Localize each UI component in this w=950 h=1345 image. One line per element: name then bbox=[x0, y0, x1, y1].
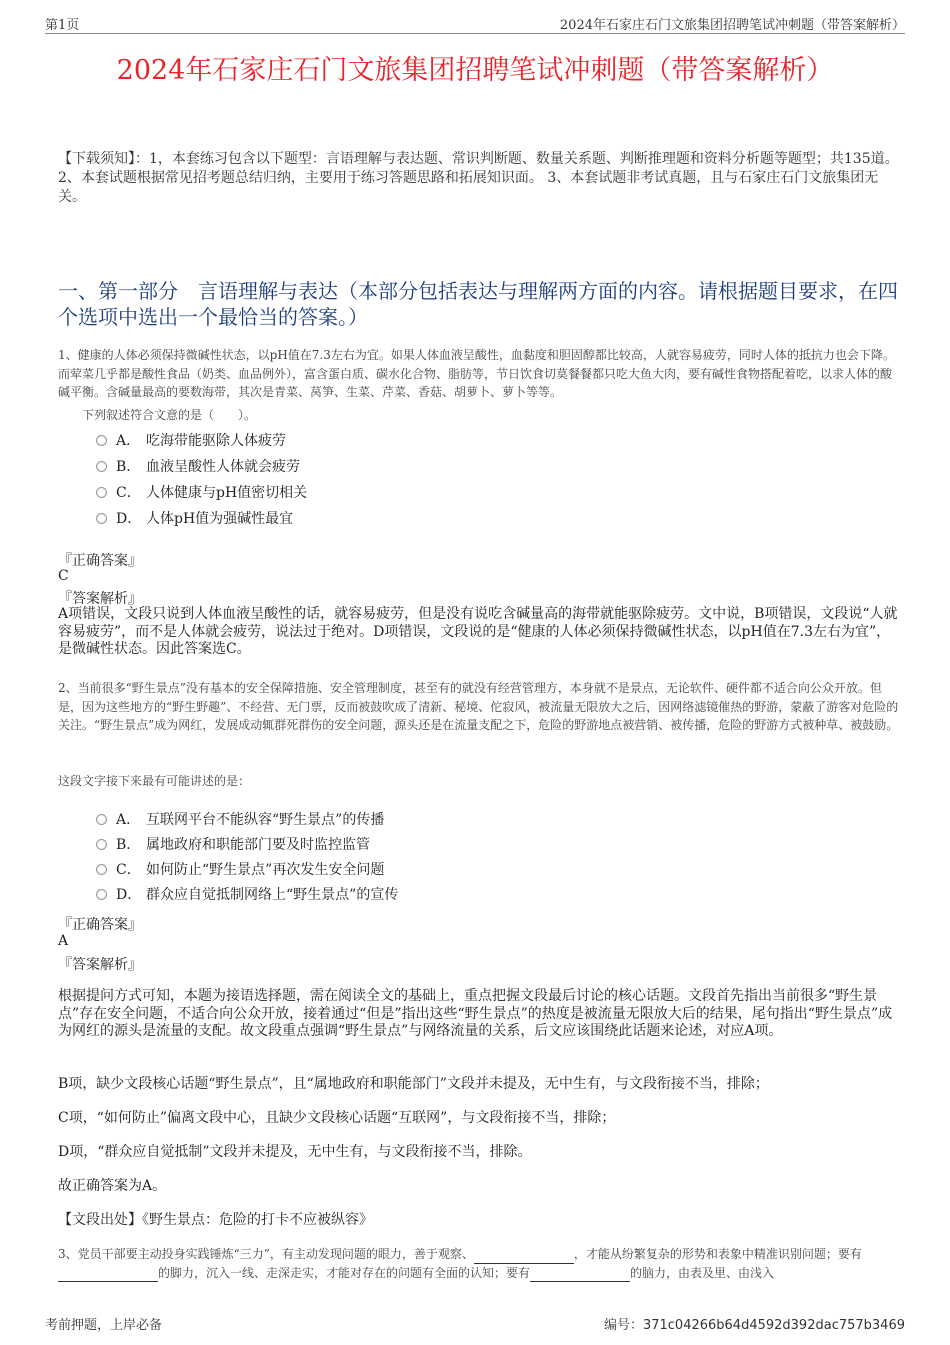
q2-analysis-main: 根据提问方式可知，本题为接语选择题，需在阅读全文的基础上，重点把握文段最后讨论的核心话题。文段首先指出当前很多“野生景点”存在安全问题，不适合向公众开放，接着通过“但是”指出这些“野生景点”的热度是被流量无限放大后的结果，尾句指出“野生景点”成为网红的源头是流量的支配。故文段重点强调“野生景点”与网络流量的关系，后文应该围绕此话题来论述，对应A项。 bbox=[58, 988, 893, 1039]
q3-text-1: 3、党员干部要主动投身实践锤炼“三力”，有主动发现问题的眼力，善于观察、 bbox=[58, 1247, 474, 1261]
q2-option-b[interactable] bbox=[96, 834, 370, 854]
q1-option-d[interactable] bbox=[96, 508, 293, 528]
option-letter: D． bbox=[116, 511, 142, 527]
option-letter: B． bbox=[116, 837, 141, 853]
option-text: 群众应自觉抵制网络上“野生景点”的宣传 bbox=[146, 887, 399, 903]
radio-icon[interactable] bbox=[96, 513, 107, 524]
radio-icon[interactable] bbox=[96, 814, 107, 825]
page-title: 2024年石家庄石门文旅集团招聘笔试冲刺题（带答案解析） bbox=[116, 55, 834, 86]
option-text: 吃海带能驱除人体疲劳 bbox=[146, 433, 286, 449]
download-notice: 【下载须知】：1，本套练习包含以下题型：言语理解与表达题、常识判断题、数量关系题、判断推理题和资料分析题等题型；共135道。 2、本套试题根据常见招考题总结归纳，主要用于练习答题思路和拓展知识面。 3、本套试题非考试真题，且与石家庄石门文旅集团无关。 bbox=[58, 151, 899, 205]
radio-icon[interactable] bbox=[96, 839, 107, 850]
option-letter: C． bbox=[116, 862, 141, 878]
q2-analysis-d: D项，“群众应自觉抵制”文段并未提及，无中生有，与文段衔接不当，排除。 bbox=[58, 1144, 532, 1160]
radio-icon[interactable] bbox=[96, 487, 107, 498]
q2-answer-label: 『正确答案』 bbox=[58, 917, 142, 933]
q1-option-b[interactable] bbox=[96, 456, 300, 476]
option-letter: C． bbox=[116, 485, 141, 501]
question-2-stem: 2、当前很多“野生景点”没有基本的安全保障措施、安全管理制度，甚至有的就没有经营管理方，本身就不是景点，无论软件、硬件都不适合向公众开放。但是，因为这些地方的“野生野趣”、不经营、无门票，反而被鼓吹成了清新、秘境、佗寂风，被流量无限放大之后，因网络滤镜催热的野游，蒙蔽了游客对危险的关注。“野生景点”成为网红，发展成动辄群死群伤的安全问题，源头还是在流量支配之下，危险的野游地点被营销、被传播，危险的野游方式被种草、被鼓励。 bbox=[58, 681, 899, 732]
option-text: 人体pH值为强碱性最宜 bbox=[146, 511, 294, 527]
option-letter: D． bbox=[116, 887, 142, 903]
q3-blank-2 bbox=[58, 1269, 158, 1282]
q3-text-4: 的脑力，由表及里、由浅入 bbox=[630, 1265, 775, 1280]
q2-analysis-c: C项，“如何防止”偏离文段中心，且缺少文段核心话题“互联网”，与文段衔接不当，排除； bbox=[58, 1110, 616, 1126]
q1-option-c[interactable] bbox=[96, 482, 307, 502]
q1-analysis: A项错误，文段只说到人体血液呈酸性的话，就容易疲劳，但是没有说吃含碱量高的海带就能驱除疲劳。文中说，B项错误，文段说“人就容易疲劳”，而不是人体就会疲劳，说法过于绝对。D项错误，文段说的是“健康的人体必须保持微碱性状态，以pH值在7.3左右为宜”，是微碱性状态。因此答案选C。 bbox=[58, 606, 898, 657]
q2-option-a[interactable] bbox=[96, 809, 384, 829]
q2-analysis-b: B项，缺少文段核心话题“野生景点”，且“属地政府和职能部门”文段并未提及，无中生有，与文段衔接不当，排除； bbox=[58, 1076, 769, 1092]
q1-answer: C bbox=[58, 568, 69, 584]
footer-slogan: 考前押题，上岸必备 bbox=[45, 1318, 163, 1333]
header-divider bbox=[45, 33, 905, 34]
q1-option-a[interactable] bbox=[96, 430, 286, 450]
option-text: 如何防止“野生景点”再次发生安全问题 bbox=[146, 862, 385, 878]
q2-conclusion: 故正确答案为A。 bbox=[58, 1178, 167, 1194]
radio-icon[interactable] bbox=[96, 864, 107, 875]
q1-analysis-label: 『答案解析』 bbox=[58, 591, 142, 607]
question-1-prompt: 下列叙述符合文意的是（ ）。 bbox=[82, 408, 257, 422]
q3-blank-3 bbox=[530, 1269, 630, 1282]
q3-blank-1 bbox=[474, 1251, 574, 1264]
q2-source: 【文段出处】《野生景点：危险的打卡不应被纵容》 bbox=[58, 1212, 373, 1228]
option-text: 属地政府和职能部门要及时监控监管 bbox=[146, 837, 370, 853]
q3-text-3: 的脚力，沉入一线、走深走实，才能对存在的问题有全面的认知；要有 bbox=[158, 1265, 531, 1280]
option-letter: A． bbox=[116, 433, 141, 449]
footer-code: 编号：371c04266b64d4592d392dac757b3469 bbox=[603, 1318, 905, 1333]
page-number: 第1页 bbox=[45, 18, 80, 33]
question-1-stem: 1、健康的人体必须保持微碱性状态，以pH值在7.3左右为宜。如果人体血液呈酸性，血黏度和胆固醇都比较高，人就容易疲劳，同时人体的抵抗力也会下降。而荤菜几乎都是酸性食品（奶类、血品例外），富含蛋白质、碳水化合物、脂肪等，节日饮食切莫餐餐都只吃大鱼大肉，要有碱性食物搭配着吃，以求人体的酸碱平衡。含碱量最高的要数海带，其次是青菜、莴笋、生菜、芹菜、香菇、胡萝卜、萝卜等等。 bbox=[58, 348, 895, 399]
q3-text-2: ，才能从纷繁复杂的形势和表象中精准识别问题；要有 bbox=[573, 1247, 862, 1261]
q2-option-c[interactable] bbox=[96, 859, 384, 879]
header-doc-title: 2024年石家庄石门文旅集团招聘笔试冲刺题（带答案解析） bbox=[559, 18, 905, 33]
option-text: 人体健康与pH值密切相关 bbox=[146, 485, 308, 501]
question-2-prompt: 这段文字接下来最有可能讲述的是： bbox=[58, 774, 251, 788]
option-text: 血液呈酸性人体就会疲劳 bbox=[146, 459, 300, 475]
option-letter: A． bbox=[116, 812, 141, 828]
option-letter: B． bbox=[116, 459, 141, 475]
q2-analysis-label: 『答案解析』 bbox=[58, 957, 142, 973]
q1-answer-label: 『正确答案』 bbox=[58, 553, 142, 569]
radio-icon[interactable] bbox=[96, 889, 107, 900]
q2-option-d[interactable] bbox=[96, 884, 398, 904]
radio-icon[interactable] bbox=[96, 435, 107, 446]
option-text: 互联网平台不能纵容“野生景点”的传播 bbox=[146, 812, 385, 828]
radio-icon[interactable] bbox=[96, 461, 107, 472]
q2-answer: A bbox=[58, 933, 69, 949]
question-3-stem bbox=[58, 1245, 903, 1282]
section-heading: 一、第一部分 言语理解与表达（本部分包括表达与理解两方面的内容。请根据题目要求，在四个选项中选出一个最恰当的答案。） bbox=[58, 279, 898, 329]
